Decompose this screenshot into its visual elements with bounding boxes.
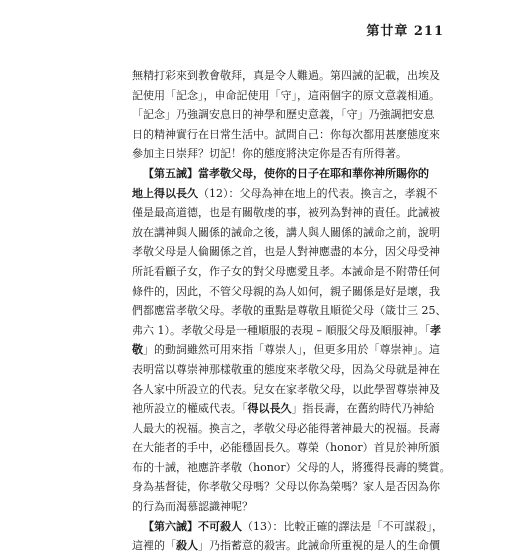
text-line: [132, 223, 438, 243]
emphasis-text: 【第五誡】: [143, 166, 198, 180]
text-run: 們都應當孝敬父母。孝敬的重點是尊敬且順從父母（箴廿三 25、: [132, 304, 447, 318]
text-line: [132, 517, 443, 537]
text-run: 人最大的祝福。換言之，孝敬父母必能得著神最大的祝福。長壽: [132, 421, 440, 435]
emphasis-text: 【第六誡】: [143, 519, 198, 533]
text-line: [132, 301, 447, 321]
emphasis-text: 得以長久: [247, 402, 292, 416]
text-run: 各人家中所設立的代表。兒女在家孝敬父母，以此學習尊崇神及: [132, 382, 440, 396]
text-run: 的行為而渴慕認識神呢？: [132, 500, 253, 514]
text-run: （13）：比較正確的譯法是「不可謀殺」，: [242, 519, 443, 533]
text-run: 條件的，因此，不管父母親的為人如何，親子關係是好是壞，我: [132, 284, 440, 298]
text-line: [132, 438, 438, 458]
text-line: [132, 86, 438, 106]
text-line: [132, 380, 438, 400]
emphasis-text: 孝: [430, 323, 441, 337]
emphasis-text: 地上得以長久: [132, 186, 198, 200]
text-line: [132, 105, 438, 125]
text-line: [132, 184, 438, 204]
text-line: [132, 262, 438, 282]
emphasis-text: 不可殺人: [198, 519, 242, 533]
text-line: [132, 203, 438, 223]
text-line: [132, 144, 438, 164]
text-line: [132, 536, 438, 556]
text-run: 這裡的「: [132, 539, 176, 553]
text-line: [132, 399, 438, 419]
text-line: [132, 282, 438, 302]
text-line: [132, 164, 438, 184]
text-line: [132, 340, 438, 360]
text-run: 「記念」乃強調安息日的神學和歷史意義，「守」乃強調把安息: [132, 108, 435, 122]
text-run: 孝敬父母是人倫關係之首，也是人對神應盡的本分，因父母受神: [132, 245, 440, 259]
text-run: 所託看顧子女，作子女的對父母應愛且孝。本誡命是不附帶任何: [132, 264, 440, 278]
text-run: （12）：父母為神在地上的代表。換言之，孝親不: [198, 186, 438, 200]
text-line: [132, 497, 438, 517]
text-line: [132, 66, 438, 86]
text-run: 」乃指蓄意的殺害。此誡命所重視的是人的生命價: [198, 539, 440, 553]
text-line: [132, 477, 438, 497]
text-run: 身為基督徒，你孝敬父母嗎？父母以你為榮嗎？家人是否因為你: [132, 480, 440, 494]
text-line: [132, 242, 438, 262]
text-line: [132, 360, 438, 380]
body-text: [132, 66, 451, 556]
text-run: 參加主日崇拜？切記！你的態度將決定你是否有所得著。: [132, 147, 407, 161]
text-run: 僅是最高道德，也是有關敬虔的事，被列為對神的責任。此誡被: [132, 206, 440, 220]
emphasis-text: 當孝敬父母，使你的日子在耶和華你神所賜你的: [198, 166, 429, 180]
text-run: 放在講神與人關係的誡命之後，講人與人關係的誡命之前，說明: [132, 225, 440, 239]
text-run: 」的動詞雖然可用來指「尊崇人」，但更多用於「尊崇神」。這: [143, 343, 440, 357]
text-line: [132, 458, 451, 478]
text-run: 祂所設立的權威代表。「: [132, 402, 248, 416]
text-run: 弗六 1）。孝敬父母是一種順服的表現 – 順服父母及順服神。「: [132, 323, 430, 337]
emphasis-text: 殺人: [176, 539, 198, 553]
text-run: 布的十誡，祂應許孝敬（honor）父母的人，將獲得長壽的獎賞。: [132, 460, 451, 474]
text-run: 無精打彩來到教會敬拜，真是令人難過。第四誡的記載，出埃及: [132, 69, 440, 82]
text-run: 在大能者的手中，必能穩固長久。尊榮（honor）首見於神所頒: [132, 441, 440, 455]
running-head: 第廿章 211: [366, 24, 444, 39]
text-run: 」指長壽，在舊約時代乃神給: [291, 402, 435, 416]
text-line: [132, 419, 438, 439]
text-run: 表明當以尊崇神那樣敬重的態度來孝敬父母，因為父母就是神在: [132, 362, 440, 376]
text-line: [132, 125, 438, 145]
text-run: 日的精神實行在日常生活中。試問自己：你每次都用甚麼態度來: [132, 127, 440, 141]
emphasis-text: 敬: [132, 343, 143, 357]
text-run: 記使用「記念」，申命記使用「守」，這兩個字的原文意義相通。: [132, 88, 440, 102]
text-line: [132, 321, 441, 341]
